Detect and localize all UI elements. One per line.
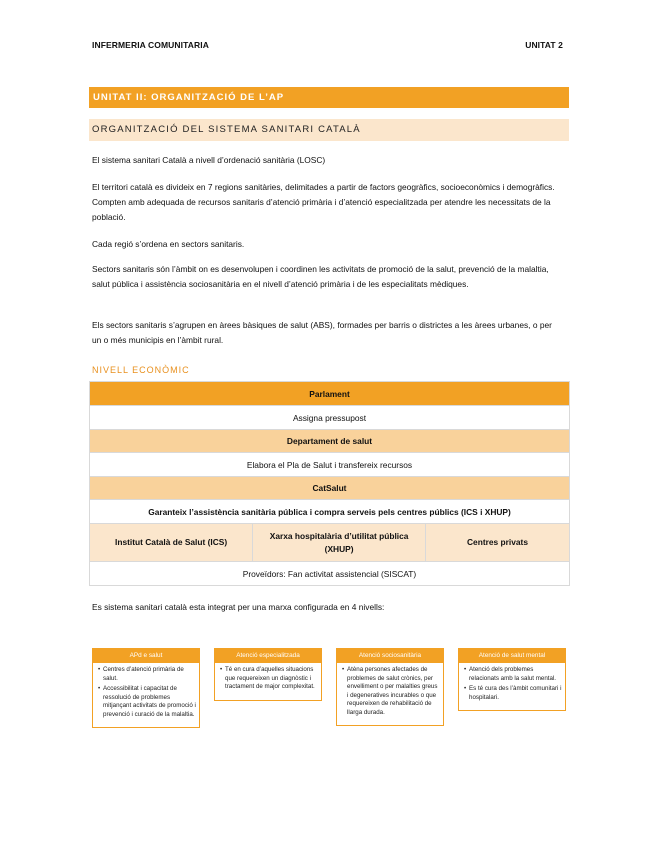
- list-item: • Té en cura d’aquelles situacions que requereixen un diagnòstic i tractament de major complexitat.: [225, 666, 318, 692]
- list-item: • Es té cura des l’àmbit comunitari i hospitalari.: [469, 685, 562, 702]
- list-item: • Atenció dels problemes relacionats amb la salut mental.: [469, 666, 562, 683]
- levels-intro: Es sistema sanitari català esta integrat per una marxa configurada en 4 nivells:: [92, 602, 385, 612]
- level-title: Atenció sociosanitària: [336, 648, 444, 663]
- unit-title: UNITAT II: ORGANITZACIÓ DE L’AP: [89, 87, 569, 108]
- list-item: • Accessibilitat i capacitat de ressolució de problemes mitjançant activitats de promoció i prevenció i curació de la malaltia.: [103, 685, 196, 719]
- paragraph-abs: Els sectors sanitaris s’agrupen en àrees bàsiques de salut (ABS), formades per barris o districtes a les àrees urbanes, o per un o més municipis en l’àmbit rural.: [92, 320, 552, 345]
- economic-structure-table: [89, 381, 570, 586]
- header-course: INFERMERIA COMUNITARIA: [92, 40, 209, 50]
- economic-level-heading: NIVELL ECONÒMIC: [92, 365, 190, 375]
- paragraph-sector-definition: Sectors sanitaris són l’àmbit on es desenvolupen i coordinen les activitats de promoció de la salut, prevenció de la malaltia, salut pública i assistència sociosanitària en el nivell d’atenció primària i de les especialitats mèdiques.: [92, 264, 549, 289]
- level-box-sociosanitaria: [336, 648, 444, 726]
- section-title: ORGANITZACIÓ DEL SISTEMA SANITARI CATALÀ: [89, 119, 569, 141]
- xhup-cell: Xarxa hospitalària d’utilitat pública (XHUP): [253, 524, 426, 562]
- garanteix-cell: Garanteix l’assistència sanitària pública i compra serveis pels centres públics (ICS i XHUP): [90, 500, 570, 524]
- privats-cell: Centres privats: [425, 524, 569, 562]
- level-box-ap: [92, 648, 200, 728]
- level-title: Atenció especialitzada: [214, 648, 322, 663]
- list-item: • Centres d’atenció primària de salut.: [103, 666, 196, 683]
- departament-cell: Departament de salut: [90, 430, 570, 453]
- paragraph-losc: El sistema sanitari Català a nivell d’ordenació sanitària (LOSC): [92, 155, 326, 165]
- header-unit: UNITAT 2: [525, 40, 563, 50]
- parlament-cell: Parlament: [90, 382, 570, 406]
- level-title: APd e salut: [92, 648, 200, 663]
- level-box-especialitzada: [214, 648, 322, 701]
- proveidors-cell: Proveïdors: Fan activitat assistencial (SISCAT): [90, 562, 570, 586]
- paragraph-sectors: Cada regió s’ordena en sectors sanitaris.: [92, 239, 245, 249]
- paragraph-regions: El territori català es divideix en 7 regions sanitàries, delimitades a partir de factors geogràfics, socioeconòmics i demogràfics. Compten amb adequada de recursos sanitaris d’atenció primària i d’atenció especialitzada per atendre les necessitats de la població.: [92, 182, 555, 222]
- assigna-cell: Assigna pressupost: [90, 406, 570, 430]
- level-box-salut-mental: [458, 648, 566, 711]
- elabora-cell: Elabora el Pla de Salut i transfereix recursos: [90, 453, 570, 477]
- level-title: Atenció de salut mental: [458, 648, 566, 663]
- ics-cell: Institut Català de Salut (ICS): [90, 524, 253, 562]
- list-item: • Atèna persones afectades de problemes de salut crònics, per envelliment o per malalties greus i degeneratives incurables o que requereixen de rehabilitació de llarga durada.: [347, 666, 440, 717]
- catsalut-cell: CatSalut: [90, 477, 570, 500]
